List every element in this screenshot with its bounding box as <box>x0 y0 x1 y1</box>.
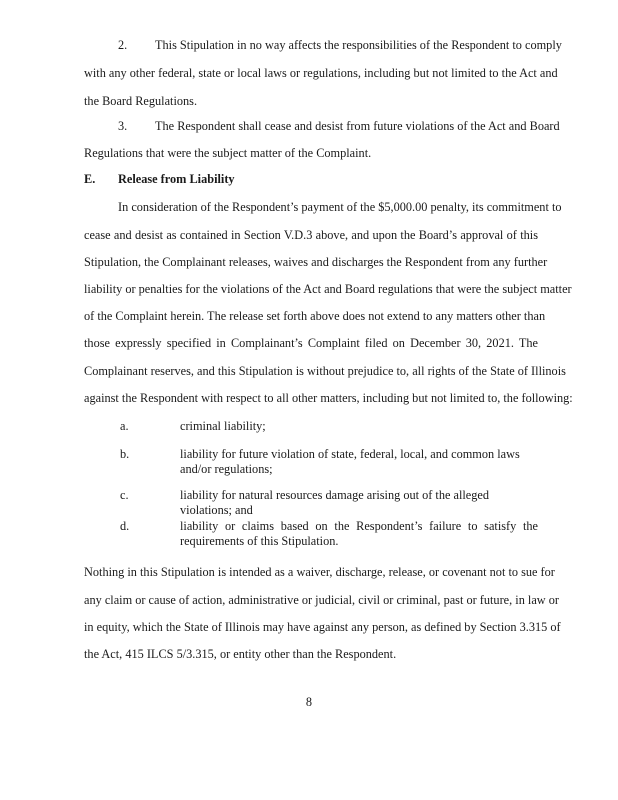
list-item-letter: c. <box>120 488 129 502</box>
paragraph-number: 2. <box>118 38 128 52</box>
list-item: liability for natural resources damage arising out of the alleged violations; and <box>180 488 490 517</box>
text-line: with any other federal, state or local laws or regulations, including but not limited to the Act and <box>84 66 558 80</box>
text-line: Stipulation, the Complainant releases, waives and discharges the Respondent from any further <box>84 255 548 269</box>
text-line: any claim or cause of action, administrative or judicial, civil or criminal, past or future, in law or <box>84 593 559 607</box>
text-line: the Board Regulations. <box>84 94 198 108</box>
page-number: 8 <box>305 695 313 709</box>
text-line: those expressly specified in Complainant’s Complaint filed on December 30, 2021. The <box>84 336 538 350</box>
text-line: Complainant reserves, and this Stipulation is without prejudice to, all rights of the State of Illinois <box>84 364 566 378</box>
text-line: liability or penalties for the violations of the Act and Board regulations that were the subject matter <box>84 282 572 296</box>
text-line: in equity, which the State of Illinois may have against any person, as defined by Section 3.315 of <box>84 620 561 634</box>
section-letter: E. <box>84 172 96 186</box>
text-line: This Stipulation in no way affects the responsibilities of the Respondent to comply <box>155 38 562 52</box>
list-item: liability for future violation of state, federal, local, and common laws and/or regulations; <box>180 447 520 476</box>
text-line: cease and desist as contained in Section V.D.3 above, and upon the Board’s approval of this <box>84 228 538 242</box>
section-heading: Release from Liability <box>118 172 235 186</box>
text-line: against the Respondent with respect to all other matters, including but not limited to, the following: <box>84 391 573 405</box>
text-line: of the Complaint herein. The release set forth above does not extend to any matters other than <box>84 309 546 323</box>
text-line: the Act, 415 ILCS 5/3.315, or entity other than the Respondent. <box>84 647 397 661</box>
list-item-letter: a. <box>120 419 129 433</box>
text-line: Nothing in this Stipulation is intended as a waiver, discharge, release, or covenant not to sue for <box>84 565 555 579</box>
paragraph-number: 3. <box>118 119 128 133</box>
text-line: In consideration of the Respondent’s payment of the $5,000.00 penalty, its commitment to <box>118 200 562 214</box>
list-item-letter: b. <box>120 447 130 461</box>
list-item: criminal liability; <box>180 419 266 433</box>
list-item-letter: d. <box>120 519 130 533</box>
text-line: The Respondent shall cease and desist from future violations of the Act and Board <box>155 119 560 133</box>
list-item: liability or claims based on the Respondent’s failure to satisfy the requirements of this Stipulation. <box>180 519 538 548</box>
text-line: Regulations that were the subject matter of the Complaint. <box>84 146 372 160</box>
